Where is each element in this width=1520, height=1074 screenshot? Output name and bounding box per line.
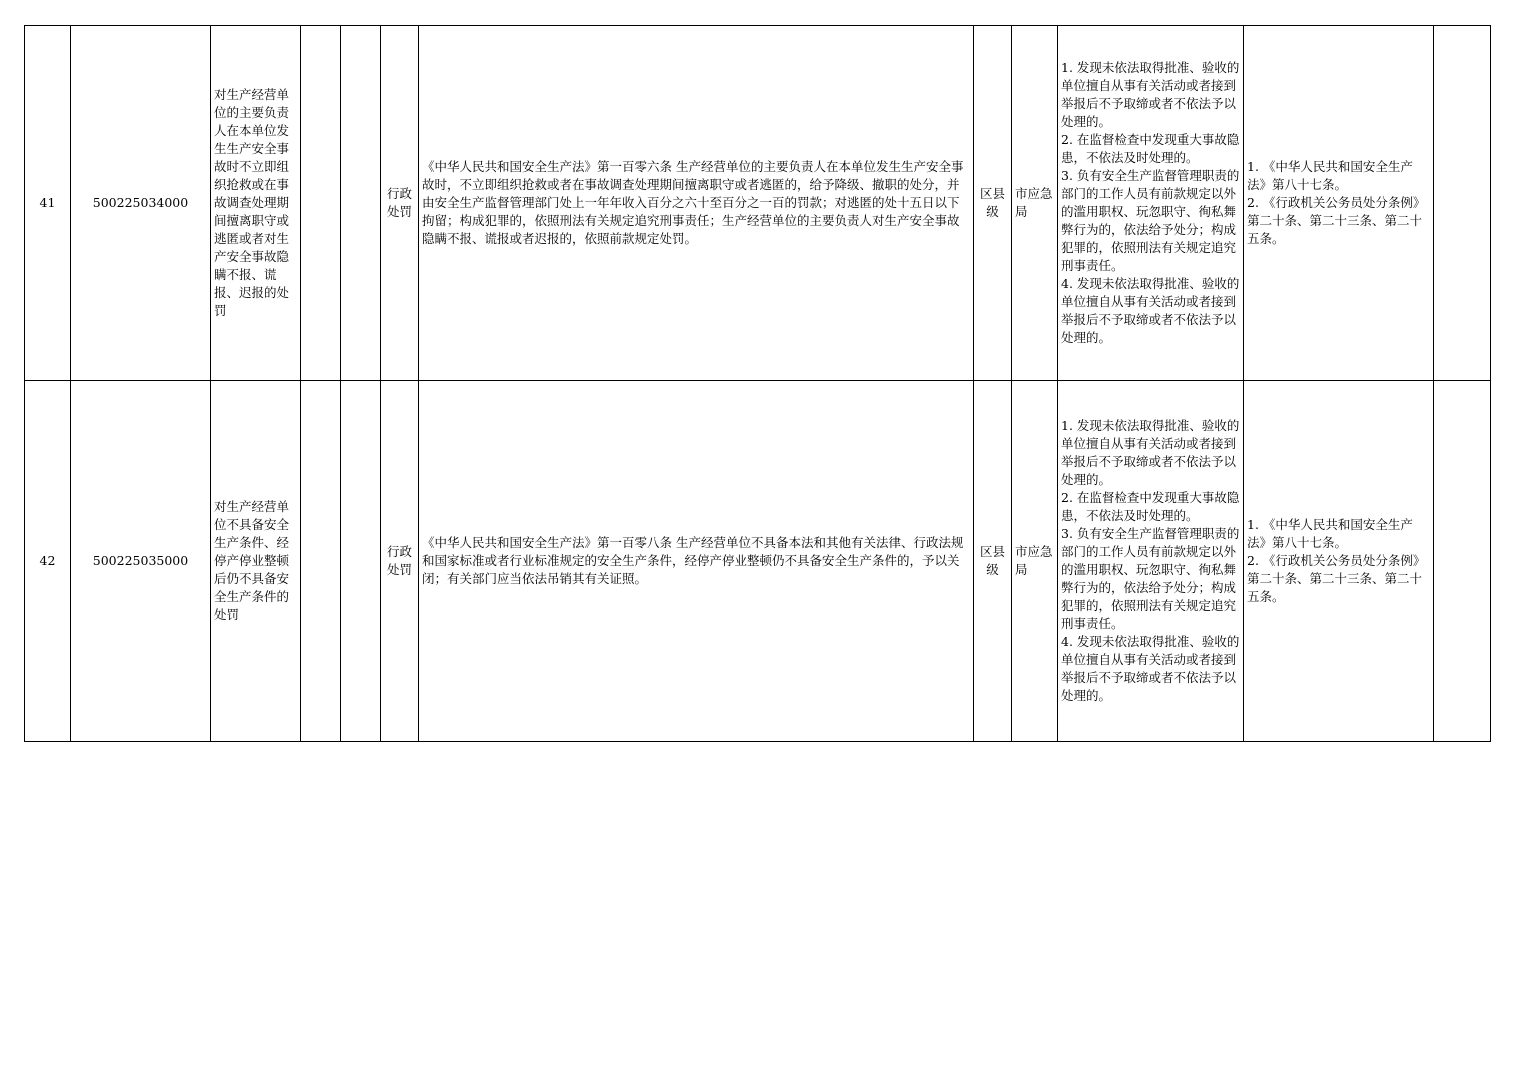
empty-cell xyxy=(301,381,341,742)
power-type: 行政处罚 xyxy=(381,26,419,381)
responsible-department: 市应急局 xyxy=(1012,381,1058,742)
accountability-basis: 1. 《中华人民共和国安全生产法》第八十七条。 2. 《行政机关公务员处分条例》第二十条、第二十三条、第二十五条。 xyxy=(1244,26,1434,381)
accountability-circumstances: 1. 发现未依法取得批准、验收的单位擅自从事有关活动或者接到举报后不予取缔或者不依法予以处理的。 2. 在监督检查中发现重大事故隐患，不依法及时处理的。 3. 负有安全生产监督管理职责的部门的工作人员有前款规定以外的滥用职权、玩忽职守、徇私舞弊行为的，依法给予处分；构成犯罪的，依照刑法有关规定追究刑事责任。 4. 发现未依法取得批准、验收的单位擅自从事有关活动或者接到举报后不予取缔或者不依法予以处理的。 xyxy=(1058,381,1244,742)
exercise-level: 区县级 xyxy=(974,381,1012,742)
legal-basis: 《中华人民共和国安全生产法》第一百零六条 生产经营单位的主要负责人在本单位发生生产安全事故时，不立即组织抢救或者在事故调查处理期间擅离职守或者逃匿的，给予降级、撤职的处分，并由安全生产监督管理部门处上一年年收入百分之六十至百分之一百的罚款；对逃匿的处十五日以下拘留；构成犯罪的，依照刑法有关规定追究刑事责任；生产经营单位的主要负责人对生产安全事故隐瞒不报、谎报或者迟报的，依照前款规定处罚。 xyxy=(419,26,974,381)
exercise-level: 区县级 xyxy=(974,26,1012,381)
accountability-circumstances: 1. 发现未依法取得批准、验收的单位擅自从事有关活动或者接到举报后不予取缔或者不依法予以处理的。 2. 在监督检查中发现重大事故隐患，不依法及时处理的。 3. 负有安全生产监督管理职责的部门的工作人员有前款规定以外的滥用职权、玩忽职守、徇私舞弊行为的，依法给予处分；构成犯罪的，依照刑法有关规定追究刑事责任。 4. 发现未依法取得批准、验收的单位擅自从事有关活动或者接到举报后不予取缔或者不依法予以处理的。 xyxy=(1058,26,1244,381)
note-cell xyxy=(1434,381,1491,742)
power-list-table xyxy=(24,25,1491,742)
accountability-basis: 1. 《中华人民共和国安全生产法》第八十七条。 2. 《行政机关公务员处分条例》第二十条、第二十三条、第二十五条。 xyxy=(1244,381,1434,742)
row-number: 42 xyxy=(25,381,71,742)
item-code: 500225035000 xyxy=(71,381,211,742)
row-number: 41 xyxy=(25,26,71,381)
empty-cell xyxy=(341,26,381,381)
empty-cell xyxy=(341,381,381,742)
note-cell xyxy=(1434,26,1491,381)
item-name: 对生产经营单位的主要负责人在本单位发生生产安全事故时不立即组织抢救或在事故调查处理期间擅离职守或逃匿或者对生产安全事故隐瞒不报、谎报、迟报的处罚 xyxy=(211,26,301,381)
item-name: 对生产经营单位不具备安全生产条件、经停产停业整顿后仍不具备安全生产条件的处罚 xyxy=(211,381,301,742)
responsible-department: 市应急局 xyxy=(1012,26,1058,381)
item-code: 500225034000 xyxy=(71,26,211,381)
empty-cell xyxy=(301,26,341,381)
power-type: 行政处罚 xyxy=(381,381,419,742)
table-row xyxy=(25,26,1491,381)
legal-basis: 《中华人民共和国安全生产法》第一百零八条 生产经营单位不具备本法和其他有关法律、行政法规和国家标准或者行业标准规定的安全生产条件，经停产停业整顿仍不具备安全生产条件的，予以关闭；有关部门应当依法吊销其有关证照。 xyxy=(419,381,974,742)
table-row xyxy=(25,381,1491,742)
